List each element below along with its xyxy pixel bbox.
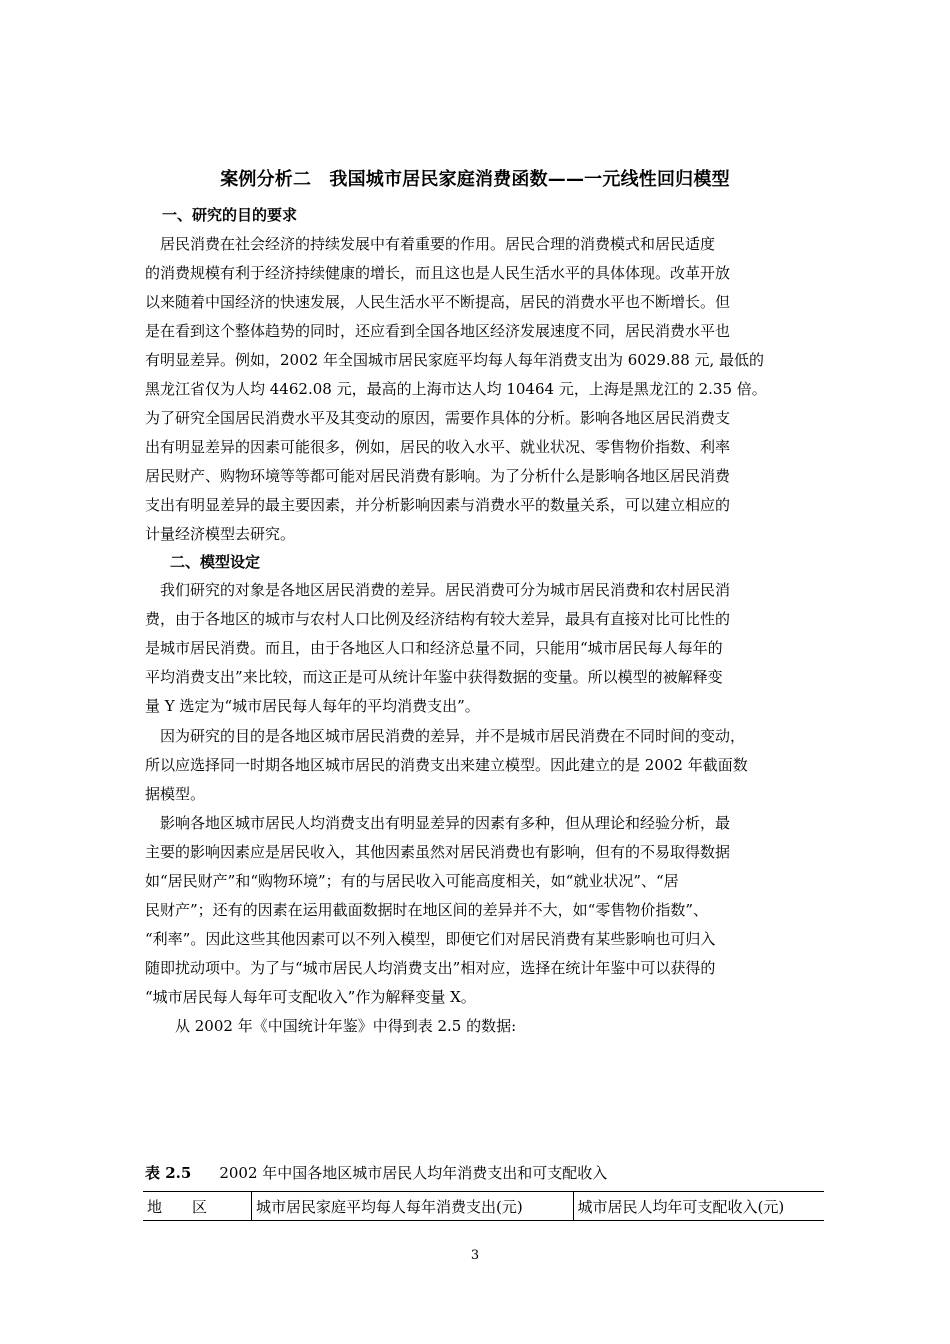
text-line: 是在看到这个整体趋势的同时，还应看到全国各地区经济发展速度不同，居民消费水平也 [145,322,731,340]
text-line: 有明显差异。例如，2002 年全国城市居民家庭平均每人每年消费支出为 6029.88 元, 最低的 [145,351,765,369]
column-header-region: 地 区 [143,1192,252,1221]
section2-paragraph-1 [145,576,813,721]
text-line: 计量经济模型去研究。 [145,525,296,543]
section1-paragraph [145,230,813,549]
text-line: 民财产”；还有的因素在运用截面数据时在地区间的差异并不大，如“零售物价指数”、 [145,901,709,919]
text-line: 平均消费支出”来比较，而这正是可从统计年鉴中获得数据的变量。所以模型的被解释变 [145,668,723,686]
section1-heading: 一、研究的目的要求 [162,206,298,224]
table-label: 表 2.5 [145,1164,192,1182]
text-line: 影响各地区城市居民人均消费支出有明显差异的因素有多种，但从理论和经验分析，最 [160,814,731,832]
text-line: 支出有明显差异的最主要因素，并分析影响因素与消费水平的数量关系，可以建立相应的 [145,496,731,514]
text-line: “利率”。因此这些其他因素可以不列入模型，即便它们对居民消费有某些影响也可归入 [145,930,716,948]
text-line: 费，由于各地区的城市与农村人口比例及经济结构有较大差异，最具有直接对比可比性的 [145,610,731,628]
text-line: 为了研究全国居民消费水平及其变动的原因，需要作具体的分析。影响各地区居民消费支 [145,409,731,427]
table-header-row [143,1192,824,1221]
text-line: 随即扰动项中。为了与“城市居民人均消费支出”相对应，选择在统计年鉴中可以获得的 [145,959,716,977]
data-table [143,1191,824,1221]
text-line: 从 2002 年《中国统计年鉴》中得到表 2.5 的数据: [175,1017,517,1035]
page-number: 3 [470,1248,480,1263]
text-line: 居民消费在社会经济的持续发展中有着重要的作用。居民合理的消费模式和居民适度 [145,235,716,253]
text-line: 据模型。 [145,785,206,803]
text-line: “城市居民每人每年可支配收入”作为解释变量 X。 [145,988,476,1006]
section2-paragraph-2 [145,722,813,809]
column-header-income: 城市居民人均年可支配收入(元) [573,1192,824,1221]
text-line: 量 Y 选定为“城市居民每人每年的平均消费支出”。 [145,697,480,715]
text-line: 主要的影响因素应是居民收入，其他因素虽然对居民消费也有影响，但有的不易取得数据 [145,843,731,861]
text-line: 是城市居民消费。而且，由于各地区人口和经济总量不同，只能用“城市居民每人每年的 [145,639,723,657]
column-header-consumption: 城市居民家庭平均每人每年消费支出(元) [252,1192,574,1221]
text-line: 如“居民财产”和“购物环境”；有的与居民收入可能高度相关，如“就业状况”、“居 [145,872,679,890]
text-line: 以来随着中国经济的快速发展，人民生活水平不断提高，居民的消费水平也不断增长。但 [145,293,731,311]
table-caption-text: 2002 年中国各地区城市居民人均年消费支出和可支配收入 [219,1164,608,1182]
text-line: 的消费规模有利于经济持续健康的增长，而且这也是人民生活水平的具体体现。改革开放 [145,264,731,282]
text-line: 出有明显差异的因素可能很多，例如，居民的收入水平、就业状况、零售物价指数、利率 [145,438,731,456]
section2-paragraph-3 [145,809,813,1012]
section2-paragraph-4 [145,1012,813,1041]
section2-heading: 二、模型设定 [170,553,261,571]
text-line: 黑龙江省仅为人均 4462.08 元，最高的上海市达人均 10464 元，上海是黑龙江的 2.35 倍。 [145,380,767,398]
document-title: 案例分析二 我国城市居民家庭消费函数——一元线性回归模型 [220,169,730,190]
text-line: 所以应选择同一时期各地区城市居民的消费支出来建立模型。因此建立的是 2002 年截面数 [145,756,748,774]
table-caption [145,1162,607,1183]
text-line: 居民财产、购物环境等等都可能对居民消费有影响。为了分析什么是影响各地区居民消费 [145,467,731,485]
text-line: 我们研究的对象是各地区居民消费的差异。居民消费可分为城市居民消费和农村居民消 [160,581,731,599]
text-line: 因为研究的目的是各地区城市居民消费的差异，并不是城市居民消费在不同时间的变动， [160,727,746,745]
